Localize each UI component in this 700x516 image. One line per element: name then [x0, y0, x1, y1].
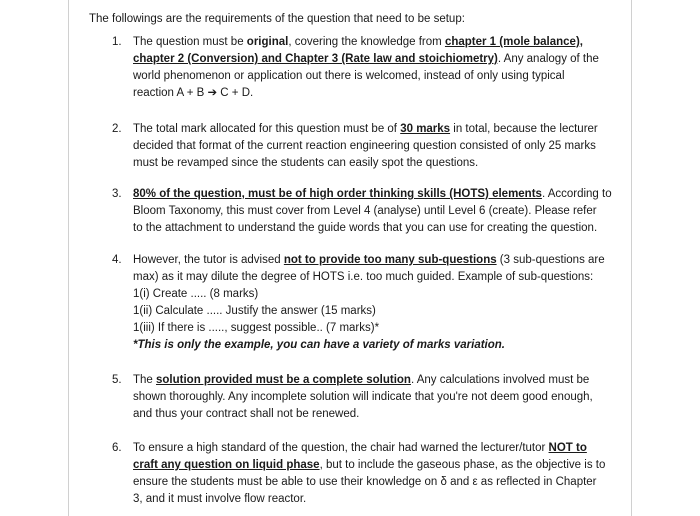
emphasis-text: solution provided must be a complete solution [156, 374, 411, 386]
page-edge-right [631, 0, 632, 516]
example-note: *This is only the example, you can have a variety of marks variation. [133, 339, 505, 351]
item-line: However, the tutor is advised not to provide too many sub-questions (3 sub-questions are [133, 254, 605, 266]
sub-question-example: 1(ii) Calculate ..... Justify the answer (15 marks) [133, 305, 376, 317]
item-line: The question must be original, covering the knowledge from chapter 1 (mole balance), [133, 36, 583, 48]
item-number: 4. [112, 254, 122, 266]
item-number: 2. [112, 123, 122, 135]
sub-question-example: 1(i) Create ..... (8 marks) [133, 288, 259, 300]
item-line: world phenomenon or application out there is welcomed, instead of only using typical [133, 70, 565, 82]
emphasis-text: craft any question on liquid phase [133, 459, 320, 471]
emphasis-text: 80% of the question, must be of high order thinking skills (HOTS) elements [133, 188, 542, 200]
item-line: To ensure a high standard of the question, the chair had warned the lecturer/tutor NOT to [133, 442, 587, 454]
item-line: must be revamped since the students can easily spot the questions. [133, 157, 479, 169]
item-body [133, 372, 613, 423]
item-body [133, 186, 613, 237]
item-line: The total mark allocated for this question must be of 30 marks in total, because the lecturer [133, 123, 598, 135]
bold-text: original [246, 36, 289, 48]
chapter-link-text: chapter 2 (Conversion) and Chapter 3 (Rate law and stoichiometry) [133, 53, 498, 65]
item-number: 1. [112, 36, 122, 48]
item-line: Bloom Taxonomy, this must cover from Level 4 (analyse) until Level 6 (create). Please refer [133, 205, 597, 217]
chapter-link-text: chapter 1 (mole balance) [444, 36, 580, 48]
emphasis-text: not to provide too many sub-questions [283, 254, 497, 266]
item-line: ensure the students must be able to use their knowledge on δ and ε as reflected in Chapter [133, 476, 597, 488]
item-body [133, 252, 613, 354]
item-line: 80% of the question, must be of high order thinking skills (HOTS) elements. According to [133, 188, 612, 200]
item-body [133, 121, 613, 172]
item-body [133, 34, 613, 102]
item-line: and thus your contract shall not be renewed. [133, 408, 360, 420]
item-line: decided that format of the current reaction engineering question consisted of only 25 marks [133, 140, 596, 152]
item-line: to the attachment to understand the guide words that you can use for creating the question. [133, 222, 598, 234]
item-number: 5. [112, 374, 122, 386]
item-number: 6. [112, 442, 122, 454]
item-line: shown thoroughly. Any incomplete solution will indicate that you're not deem good enough, [133, 391, 593, 403]
item-line: craft any question on liquid phase, but to include the gaseous phase, as the objective is to [133, 459, 606, 471]
emphasis-text: NOT to [548, 442, 587, 454]
item-number: 3. [112, 188, 122, 200]
item-line: 3, and it must involve flow reactor. [133, 493, 307, 505]
intro-text: The followings are the requirements of the question that need to be setup: [89, 13, 465, 25]
item-line: max) as it may dilute the degree of HOTS i.e. too much guided. Example of sub-questions: [133, 271, 594, 283]
item-line: chapter 2 (Conversion) and Chapter 3 (Rate law and stoichiometry). Any analogy of the [133, 53, 599, 65]
item-line: reaction A + B ➔ C + D. [133, 87, 254, 99]
sub-question-example: 1(iii) If there is ....., suggest possible.. (7 marks)* [133, 322, 380, 334]
item-line: The solution provided must be a complete solution. Any calculations involved must be [133, 374, 590, 386]
emphasis-text: 30 marks [400, 123, 451, 135]
page-edge-left [68, 0, 69, 516]
item-body [133, 440, 613, 508]
